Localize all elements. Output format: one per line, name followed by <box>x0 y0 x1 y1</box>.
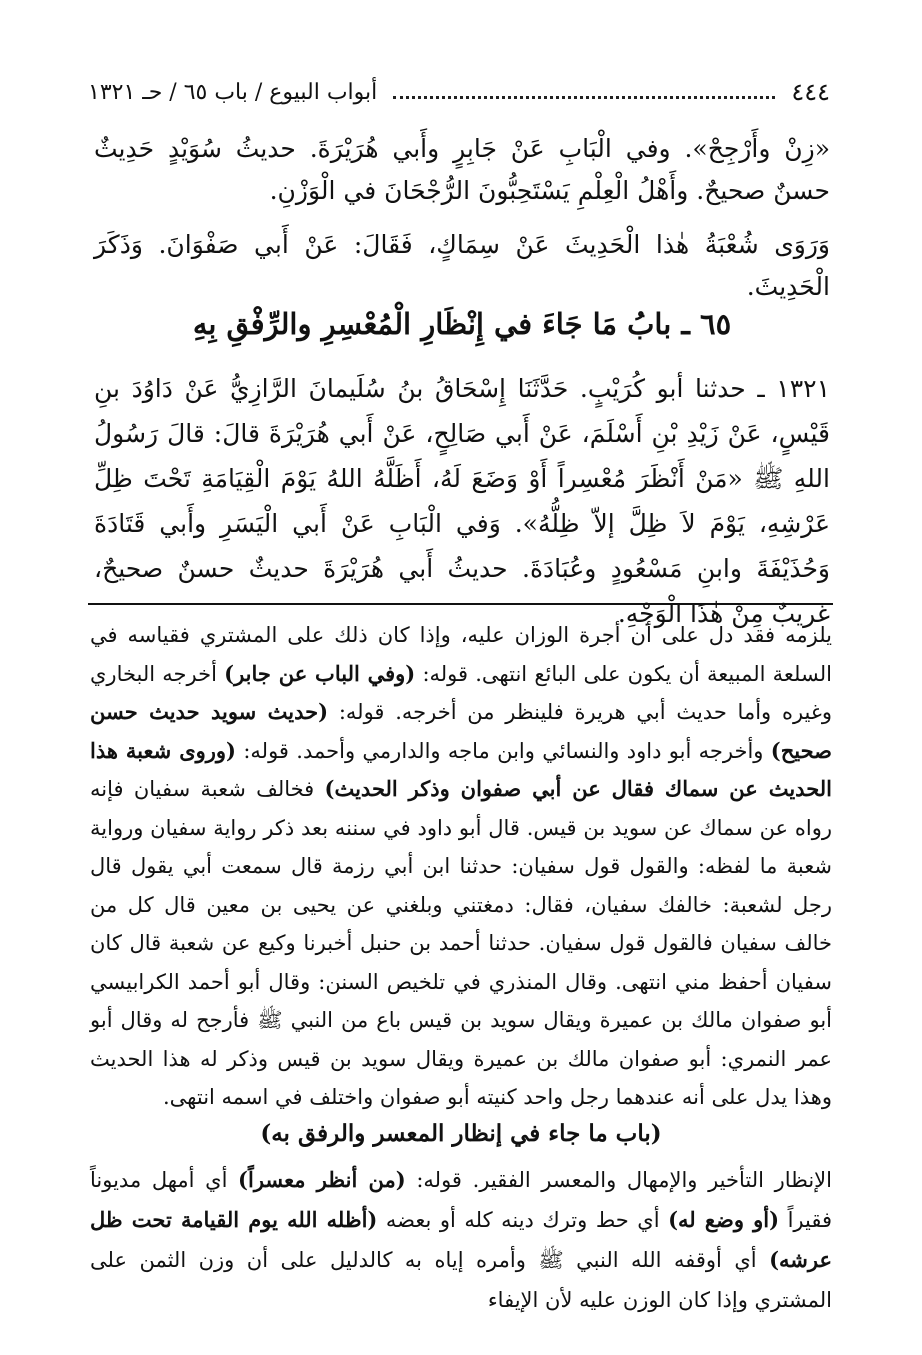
commentary-quote: (وفي الباب عن جابر) <box>224 660 416 686</box>
footnote-divider <box>88 603 833 605</box>
commentary-text: أي حط وترك دينه كله أو بعضه <box>377 1208 669 1232</box>
commentary-block <box>90 616 832 1117</box>
main-paragraph-2: وَرَوَى شُعْبَةُ هٰذا الْحَدِيثَ عَنْ سِمَاكٍ، فَقَالَ: عَنْ أَبي صَفْوَانَ. وَذَكَرَ الْحَدِيثَ. <box>94 230 830 301</box>
commentary-text: أي أوقفه الله النبي ﷺ وأمره إياه به كالدليل على أن وزن الثمن على المشتري وإذا كان الوزن عليه لأن الإيفاء <box>90 1248 832 1312</box>
chapter-title: ٦٥ ـ بابُ مَا جَاءَ في إِنْظَارِ الْمُعْسِرِ والرِّفْقِ بِهِ <box>192 307 732 341</box>
commentary-quote: (أظله الله يوم القيامة تحت ظل عرشه) <box>90 1207 832 1272</box>
running-header <box>88 74 830 110</box>
hadith-text: ١٣٢١ ـ حدثنا أبو كُرَيْبٍ. حَدَّثَنَا إِسْحَاقُ بنُ سُلَيمانَ الرَّازِيُّ عَنْ دَاوُدَ بنِ قَيْسٍ، عَنْ زَيْدِ بْنِ أَسْلَمَ، عَنْ أَبي صَالِحٍ، عَنْ أَبي هُرَيْرَةَ قالَ: قالَ رَسُولُ اللهِ ﷺ «مَنْ أَنْظَرَ مُعْسِراً أَوْ وَضَعَ لَهُ، أَظَلَّهُ اللهُ يَوْمَ الْقِيَامَةِ تَحْتَ ظِلِّ عَرْشِهِ، يَوْمَ لاَ ظِلَّ إلاّ ظِلُّهُ». وَفي الْبَابِ عَنْ أَبي الْيَسَرِ وأَبي قَتَادَةَ وَحُذَيْفَةَ وابنِ مَسْعُودٍ وعُبَادَةَ. حديثُ أَبي هُرَيْرَةَ حديثٌ حسنٌ صحيحٌ، غريبٌ مِنْ هٰذَا الْوَجْهِ. <box>94 374 830 628</box>
commentary-text: أخرجه البخاري وغيره وأما حديث أبي هريرة فلينظر من أخرجه. قوله: <box>90 661 832 724</box>
header-dot-leader <box>393 86 775 99</box>
commentary-text: أي أمهل مديوناً فقيراً <box>90 1168 832 1232</box>
commentary-text: يلزمه فقد دل على أن أجرة الوزان عليه، وإذا كان ذلك على المشتري فقياسه في السلعة المبيعة أن يكون على البائع انتهى. قوله: <box>90 623 832 686</box>
header-section-title: أبواب البيوع / باب ٦٥ / حـ ١٣٢١ <box>88 79 378 105</box>
commentary-text: فخالف شعبة سفيان فإنه رواه عن سماك عن سويد بن قيس. قال أبو داود في سننه بعد ذكر رواية سفيان ورواية شعبة ما لفظه: والقول قول سفيان: حدثنا ابن أبي رزمة قال سمعت أبي يقول قال رجل لشعبة: خالفك سفيان، فقال: دمغتني وبلغني عن يحيى بن معين قال كل من خالف سفيان فالقول قول سفيان. حدثنا أحمد بن حنبل أخبرنا وكيع عن شعبة قال كان سفيان أحفظ مني انتهى. وقال المنذري في تلخيص السنن: وقال أبو أحمد الكرابيسي أبو صفوان مالك بن عميرة ويقال سويد بن قيس باع من النبي ﷺ فأرجح له وقال أبو عمر النمري: أبو صفوان مالك بن عميرة ويقال سويد بن قيس وذكر له هذا الحديث وهذا يدل على أنه عندهما رجل واحد كنيته أبو صفوان واختلف في اسمه انتهى. <box>90 777 832 1109</box>
commentary-quote: (وروى شعبة هذا الحديث عن سماك فقال عن أبي صفوان وذكر الحديث) <box>90 737 832 801</box>
commentary-quote: (من أنظر معسراً) <box>238 1167 406 1192</box>
commentary-sub-heading: (باب ما جاء في إنظار المعسر والرفق به) <box>260 1120 662 1147</box>
page-number: ٤٤٤ <box>791 78 830 106</box>
commentary-text: الإنظار التأخير والإمهال والمعسر الفقير. قوله: <box>405 1168 832 1192</box>
main-paragraph-1: «زِنْ وأَرْجِحْ». وفي الْبَابِ عَنْ جَابِرٍ وأَبي هُرَيْرَةَ. حديثُ سُوَيْدٍ حَدِيثٌ حسنٌ صحيحٌ. وأَهْلُ الْعِلْمِ يَسْتَحِبُّونَ الرُّجْحَانَ في الْوَزْنِ. <box>94 134 830 205</box>
main-text <box>94 128 830 308</box>
commentary-text: وأخرجه أبو داود والنسائي وابن ماجه والدارمي وأحمد. قوله: <box>236 738 771 763</box>
commentary-quote: (أو وضع له) <box>668 1207 780 1232</box>
commentary-block-2 <box>90 1160 832 1320</box>
commentary-quote: (حديث سويد حديث حسن صحيح) <box>90 699 832 763</box>
